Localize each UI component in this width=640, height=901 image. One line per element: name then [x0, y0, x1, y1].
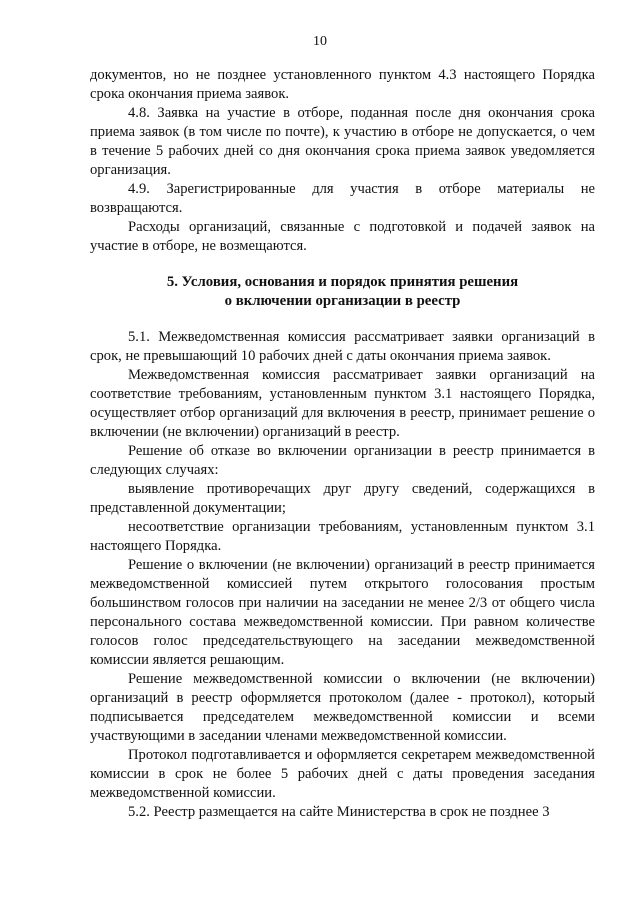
- paragraph-case-1: выявление противоречащих друг другу сведений, содержащихся в представленной документации;: [90, 481, 595, 516]
- paragraph-continuation: документов, но не позднее установленного пунктом 4.3 настоящего Порядка срока окончания приема заявок.: [90, 67, 595, 102]
- paragraph-costs: Расходы организаций, связанные с подготовкой и подачей заявок на участие в отборе, не возмещаются.: [90, 219, 595, 254]
- paragraph-decision: Решение о включении (не включении) организаций в реестр принимается межведомственной комиссией путем открытого голосования простым большинством голосов при наличии на заседании не менее 2/3 от общего числа персонального состава межведомственной комиссии. При равном количестве голосов голос председательствующего на заседании межведомственной комиссии является решающим.: [90, 557, 595, 668]
- paragraph-secretary: Протокол подготавливается и оформляется секретарем межведомственной комиссии в срок не более 5 рабочих дней с даты проведения заседания межведомственной комиссии.: [90, 747, 595, 801]
- section-heading-line-1: 5. Условия, основания и порядок принятия решения: [166, 274, 519, 290]
- section-heading: [90, 273, 595, 311]
- paragraph-case-2: несоответствие организации требованиям, установленным пунктом 3.1 настоящего Порядка.: [90, 519, 595, 554]
- paragraph-5-2: 5.2. Реестр размещается на сайте Министерства в срок не позднее 3: [128, 804, 550, 820]
- paragraph-4-9: 4.9. Зарегистрированные для участия в отборе материалы не возвращаются.: [90, 181, 595, 216]
- paragraph-protocol: Решение межведомственной комиссии о включении (не включении) организаций в реестр оформляется протоколом (далее - протокол), который подписывается председателем межведомственной комиссии и всеми участвующими в заседании членами межведомственной комиссии.: [90, 671, 595, 744]
- paragraph-review: Межведомственная комиссия рассматривает заявки организаций на соответствие требованиям, установленным пунктом 3.1 настоящего Порядка, осуществляет отбор организаций для включения в реестр, принимает решение о включении (не включении) организаций в реестр.: [90, 367, 595, 440]
- document-body: [90, 66, 595, 822]
- page-number: 10: [313, 34, 327, 49]
- paragraph-refusal: Решение об отказе во включении организации в реестр принимается в следующих случаях:: [90, 443, 595, 478]
- section-heading-line-2: о включении организации в реестр: [224, 293, 461, 309]
- paragraph-4-8: 4.8. Заявка на участие в отборе, поданная после дня окончания срока приема заявок (в том числе по почте), к участию в отборе не допускается, о чем в течение 5 рабочих дней со дня окончания срока приема заявок уведомляется организация.: [90, 105, 595, 178]
- paragraph-5-1: 5.1. Межведомственная комиссия рассматривает заявки организаций в срок, не превышающий 10 рабочих дней с даты окончания приема заявок.: [90, 329, 595, 364]
